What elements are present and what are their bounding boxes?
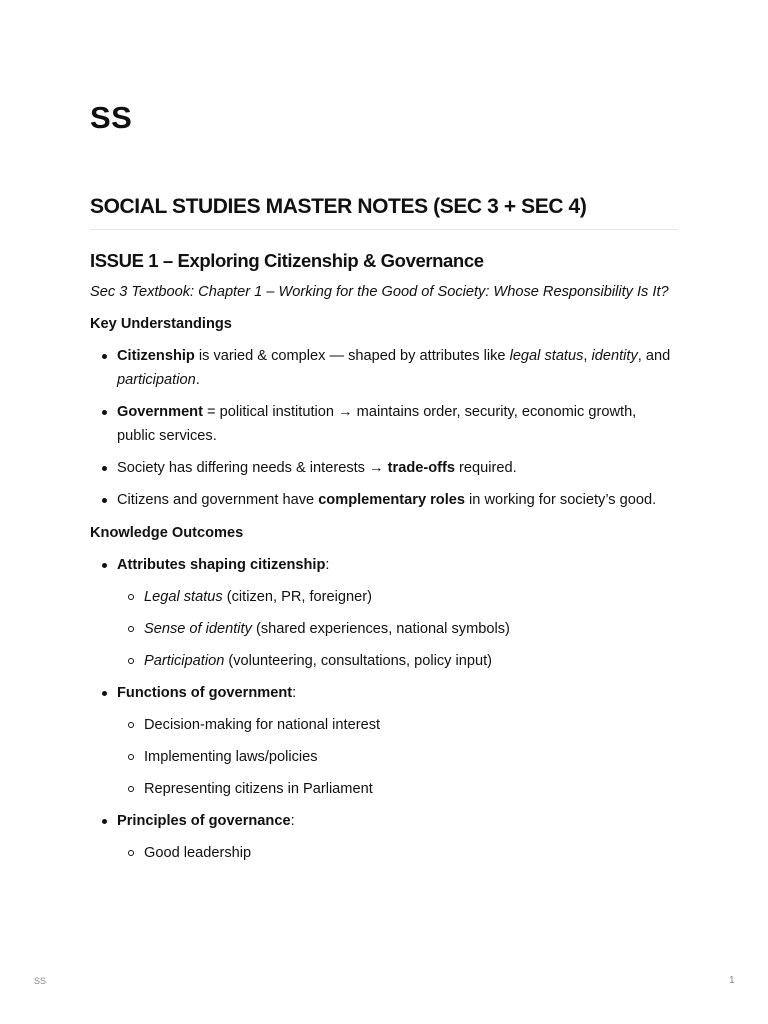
textbook-subtitle: Sec 3 Textbook: Chapter 1 – Working for the Good of Society: Whose Responsibility Is It? [90,284,669,300]
sub-list [117,585,678,673]
key-understandings-list [90,344,678,512]
sub-list-item: Representing citizens in Parliament [117,777,678,801]
sub-list [117,841,678,865]
list-item: Functions of government: Decision-making for national interest Implementing laws/policies Representing citizens in Parliament [90,681,678,801]
list-item: Attributes shaping citizenship: Legal status (citizen, PR, foreigner) Sense of identity (shared experiences, national symbols) Participation (volunteering, consultations, policy input) [90,553,678,673]
footer-doc-name: SS [34,976,47,986]
issue-heading: ISSUE 1 – Exploring Citizenship & Governance [90,250,484,271]
page-number: 1 [729,975,735,986]
sub-list-item: Sense of identity (shared experiences, national symbols) [117,617,678,641]
sub-list-item: Implementing laws/policies [117,745,678,769]
document-title: SS [90,100,133,135]
sub-list-item: Legal status (citizen, PR, foreigner) [117,585,678,609]
list-item: Society has differing needs & interests → trade-offs required. [90,456,678,480]
knowledge-outcomes-heading: Knowledge Outcomes [90,525,244,541]
sub-list-item: Participation (volunteering, consultations, policy input) [117,649,678,673]
notes-main-heading: SOCIAL STUDIES MASTER NOTES (SEC 3 + SEC 4) [90,192,678,230]
list-item: Citizenship is varied & complex — shaped by attributes like legal status, identity, and participation. [90,344,678,392]
list-item: Principles of governance: Good leadership [90,809,678,865]
sub-list-item: Decision-making for national interest [117,713,678,737]
notes-content [90,280,678,874]
sub-list-item: Good leadership [117,841,678,865]
list-item: Citizens and government have complementary roles in working for society’s good. [90,488,678,512]
list-item: Government = political institution → maintains order, security, economic growth, public services. [90,400,678,448]
knowledge-outcomes-list [90,553,678,865]
key-understandings-heading: Key Understandings [90,316,232,332]
sub-list [117,713,678,801]
